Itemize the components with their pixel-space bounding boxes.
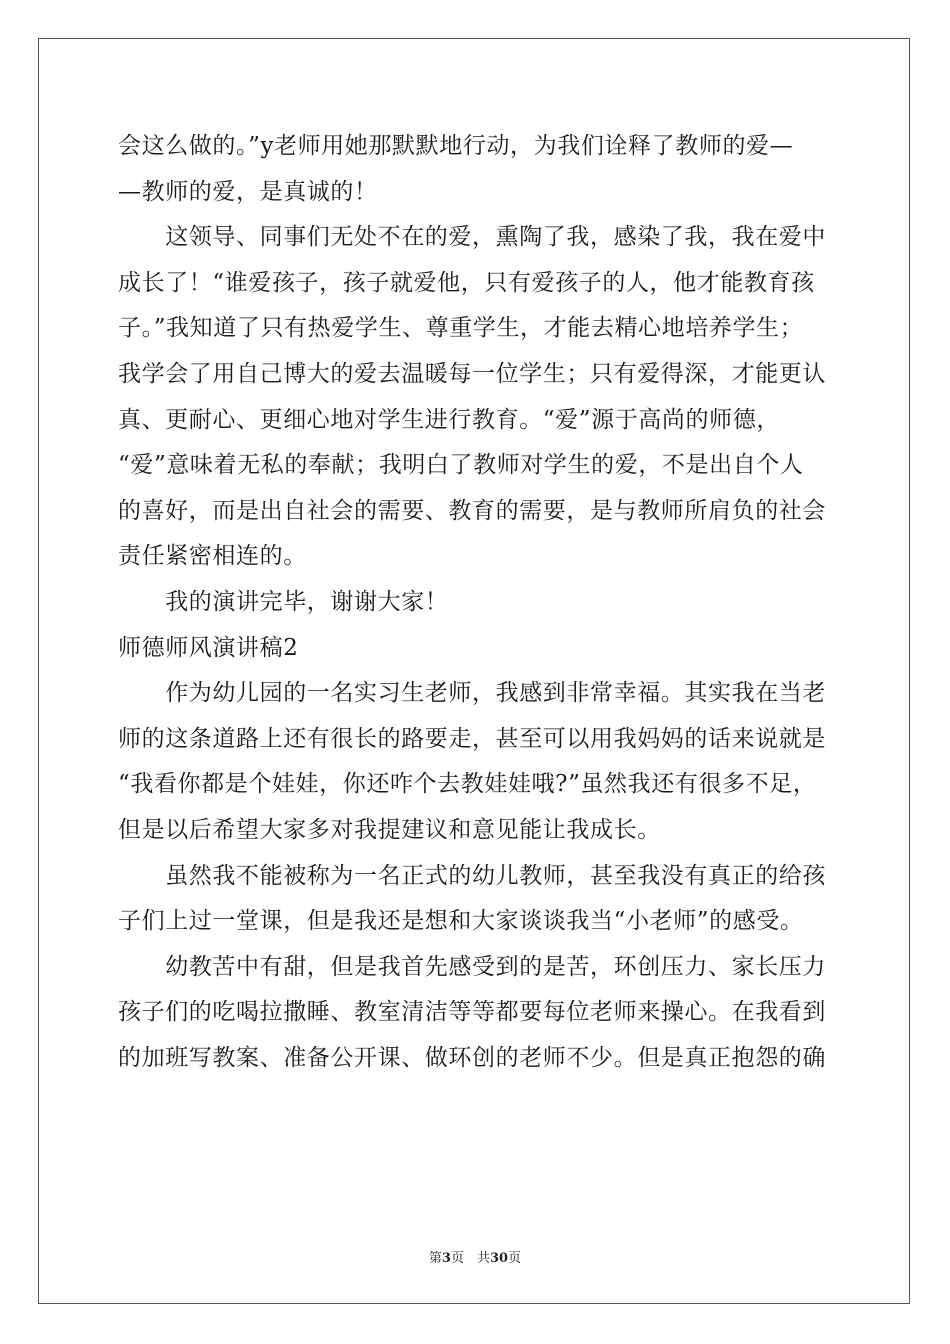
- text-line: 的加班写教案、准备公开课、做环创的老师不少。但是真正抱怨的确: [118, 1044, 826, 1071]
- text-line: 真、更耐心、更细心地对学生进行教育。“爱”源于高尚的师德，: [118, 406, 780, 433]
- text-line: 的喜好，而是出自社会的需要、教育的需要，是与教师所肩负的社会: [118, 497, 826, 524]
- text-line: 子。”我知道了只有热爱学生、尊重学生，才能去精心地培养学生；: [118, 315, 804, 342]
- text-line: 作为幼儿园的一名实习生老师，我感到非常幸福。其实我在当老: [118, 680, 826, 707]
- text-line: 但是以后希望大家多对我提建议和意见能让我成长。: [118, 816, 661, 843]
- text-line: 虽然我不能被称为一名正式的幼儿教师，甚至我没有真正的给孩: [118, 862, 826, 889]
- text-line: 这领导、同事们无处不在的爱，熏陶了我，感染了我，我在爱中: [118, 224, 826, 251]
- footer-page-total: 30: [489, 1251, 509, 1266]
- text-line: 会这么做的。”y老师用她那默默地行动，为我们诠释了教师的爱—: [118, 133, 794, 159]
- text-line: —教师的爱，是真诚的！: [118, 178, 378, 205]
- document-body: [118, 124, 838, 1081]
- text-line: “我看你都是个娃娃，你还咋个去教娃娃哦?”虽然我还有很多不足，: [118, 771, 817, 798]
- text-line: 成长了！“谁爱孩子，孩子就爱他，只有爱孩子的人，他才能教育孩: [118, 269, 815, 296]
- section-heading: 师德师风演讲稿2: [118, 634, 299, 661]
- footer-page-current: 3: [441, 1251, 451, 1266]
- footer-page-prefix: 第: [428, 1251, 442, 1266]
- text-line: 孩子们的吃喝拉撒睡、教室清洁等等都要每位老师来操心。在我看到: [118, 999, 826, 1026]
- text-line: “爱”意味着无私的奉献；我明白了教师对学生的爱，不是出自个人: [118, 452, 804, 479]
- text-line: 我的演讲完毕，谢谢大家！: [118, 588, 449, 615]
- text-line: 我学会了用自己博大的爱去温暖每一位学生；只有爱得深，才能更认: [118, 360, 826, 387]
- text-line: 幼教苦中有甜，但是我首先感受到的是苦，环创压力、家长压力: [118, 953, 826, 980]
- text-line: 师的这条道路上还有很长的路要走，甚至可以用我妈妈的话来说就是: [118, 725, 826, 752]
- footer-page-mid: 页 共: [450, 1251, 490, 1266]
- page-footer: [0, 1247, 950, 1266]
- text-line: 责任紧密相连的。: [118, 543, 307, 570]
- footer-page-suffix: 页: [508, 1251, 522, 1266]
- text-line: 子们上过一堂课，但是我还是想和大家谈谈我当“小老师”的感受。: [118, 908, 804, 935]
